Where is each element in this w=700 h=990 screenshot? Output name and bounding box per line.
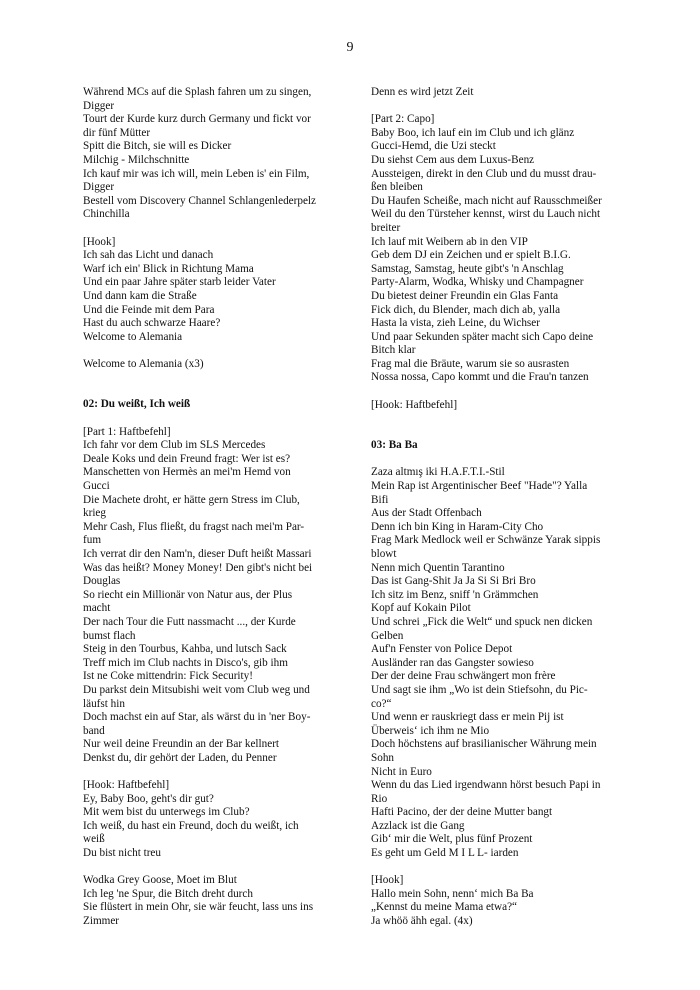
- text-line: Welcome to Alemania: [83, 330, 183, 343]
- text-line: macht: [83, 602, 111, 615]
- text-line: Digger: [83, 181, 115, 194]
- right-column: [371, 86, 633, 929]
- text-line: Fick dich, du Blender, mach dich ab, yalla: [371, 303, 561, 316]
- text-line: Kopf auf Kokain Pilot: [371, 602, 471, 615]
- text-line: Wenn du das Lied irgendwann hörst besuch Papi in: [371, 779, 601, 792]
- text-line: krieg: [83, 507, 106, 520]
- text-line: Was das heißt? Money Money! Den gibt's nicht bei: [83, 561, 313, 574]
- text-line: Baby Boo, ich lauf ein im Club und ich glänz: [371, 126, 575, 139]
- text-line: Ey, Baby Boo, geht's dir gut?: [83, 792, 214, 805]
- text-line: Und schrei „Fick die Welt“ und spuck nen dicken: [371, 615, 593, 628]
- text-line: Steig in den Tourbus, Kahba, und lutsch Sack: [83, 643, 287, 656]
- text-line: Und paar Sekunden später macht sich Capo deine: [371, 330, 594, 343]
- text-line: Und ein paar Jahre später starb leider Vater: [83, 276, 276, 289]
- text-line: bumst flach: [83, 629, 136, 642]
- text-line: band: [83, 724, 105, 737]
- hook-block: [371, 399, 633, 413]
- text-line: Weil du den Türsteher kennst, wirst du Lauch nicht: [371, 208, 601, 221]
- text-line: Nur weil deine Freundin an der Bar kellnert: [83, 738, 280, 751]
- text-line: Mehr Cash, Flus fließt, du fragst nach mei'm Par-: [83, 520, 305, 533]
- text-line: ßen bleiben: [371, 181, 423, 194]
- text-line: Ich sah das Licht und danach: [83, 249, 214, 262]
- text-line: [Part 1: Haftbefehl]: [83, 425, 171, 438]
- left-column: [83, 86, 345, 929]
- verse-block: [371, 113, 633, 385]
- text-line: Digger: [83, 99, 115, 112]
- text-line: Milchig - Milchschnitte: [83, 153, 190, 166]
- text-line: Sie flüstert in mein Ohr, sie wär feucht, lass uns ins: [83, 901, 314, 914]
- text-line: Hallo mein Sohn, nenn‘ mich Ba Ba: [371, 887, 534, 900]
- text-line: läufst hin: [83, 697, 125, 710]
- lyrics-block: [371, 86, 633, 100]
- text-line: Und wenn er rauskriegt dass er mein Pij ist: [371, 711, 564, 724]
- text-line: Ich verrat dir den Nam'n, dieser Duft heißt Massari: [83, 548, 312, 560]
- hook-block: [83, 779, 345, 861]
- text-line: Bestell vom Discovery Channel Schlangenlederpelz: [83, 194, 317, 207]
- text-line: Denn ich bin King in Haram-City Cho: [371, 520, 544, 533]
- text-line: dir fünf Mütter: [83, 126, 151, 139]
- text-line: Und sagt sie ihm „Wo ist dein Stiefsohn, du Pic-: [371, 683, 588, 696]
- text-line: Die Machete droht, er hätte gern Stress im Club,: [83, 493, 300, 506]
- text-line: Nicht in Euro: [371, 765, 432, 778]
- text-line: Ich fahr vor dem Club im SLS Mercedes: [83, 439, 266, 452]
- text-line: Douglas: [83, 575, 121, 588]
- text-line: Geb dem DJ ein Zeichen und er spielt B.I.G.: [371, 249, 571, 262]
- text-line: Rio: [371, 792, 388, 805]
- text-line: Gucci: [83, 480, 110, 493]
- text-line: Ich weiß, du hast ein Freund, doch du weißt, ich: [83, 819, 299, 832]
- text-line: Während MCs auf die Splash fahren um zu singen,: [83, 86, 312, 98]
- text-line: Doch machst ein auf Star, als wärst du in 'ner Boy-: [83, 711, 311, 724]
- text-line: Gib‘ mir die Welt, plus fünf Prozent: [371, 833, 533, 846]
- text-line: Doch höchstens auf brasilianischer Währung mein: [371, 738, 597, 751]
- text-line: Tourt der Kurde kurz durch Germany und fickt vor: [83, 113, 311, 126]
- text-line: Auf'n Fenster von Police Depot: [371, 643, 513, 656]
- text-line: Nossa nossa, Capo kommt und die Frau'n tanzen: [371, 371, 589, 384]
- text-line: breiter: [371, 221, 401, 234]
- text-line: Treff mich im Club nachts in Disco's, gib ihm: [83, 656, 288, 669]
- text-line: Welcome to Alemania (x3): [83, 357, 204, 370]
- text-line: Sohn: [371, 751, 395, 764]
- text-line: Hafti Pacino, der der deine Mutter bangt: [371, 806, 553, 819]
- text-line: [Hook]: [371, 874, 404, 887]
- text-line: Hasta la vista, zieh Leine, du Wichser: [371, 317, 540, 330]
- text-line: Du Haufen Scheiße, mach nicht auf Rausschmeißer: [371, 194, 602, 207]
- text-line: Ich lauf mit Weibern ab in den VIP: [371, 235, 528, 248]
- text-line: [Hook: Haftbefehl]: [83, 779, 170, 792]
- page-number: 9: [346, 40, 354, 55]
- text-line: Mein Rap ist Argentinischer Beef "Hade"? Yalla: [371, 480, 588, 493]
- text-line: Deale Koks und dein Freund fragt: Wer ist es?: [83, 452, 291, 465]
- text-line: Denkst du, dir gehört der Laden, du Penner: [83, 751, 277, 764]
- text-line: Es geht um Geld M I L L- iarden: [371, 847, 519, 860]
- text-line: Das ist Gang-Shit Ja Ja Si Si Bri Bro: [371, 575, 536, 588]
- text-line: Der nach Tour die Futt nassmacht ..., der Kurde: [83, 615, 296, 628]
- song-heading: 02: Du weißt, Ich weiß: [83, 398, 191, 411]
- text-line: Ich sitz im Benz, sniff 'n Grämmchen: [371, 588, 539, 601]
- text-line: [Part 2: Capo]: [371, 113, 435, 126]
- lyrics-block: [83, 358, 345, 372]
- text-line: Der der deine Frau schwängert mon frère: [371, 670, 556, 683]
- text-line: Und dann kam die Straße: [83, 289, 197, 302]
- text-line: Du bietest deiner Freundin ein Glas Fanta: [371, 289, 559, 302]
- text-line: Bifi: [371, 493, 389, 506]
- lyrics-block: [83, 86, 345, 222]
- text-line: Überweis‘ ich ihm ne Mio: [371, 724, 490, 737]
- text-line: Zaza altmış iki H.A.F.T.I.-Stil: [371, 466, 505, 479]
- text-line: Azzlack ist die Gang: [371, 819, 465, 832]
- lyrics-block: [83, 874, 345, 928]
- text-line: Denn es wird jetzt Zeit: [371, 86, 474, 98]
- text-line: So riecht ein Millionär von Natur aus, der Plus: [83, 588, 293, 601]
- text-line: Warf ich ein' Blick in Richtung Mama: [83, 262, 254, 275]
- text-line: „Kennst du meine Mama etwa?“: [371, 901, 518, 914]
- text-line: Und die Feinde mit dem Para: [83, 303, 215, 316]
- text-line: Ja whöö ähh egal. (4x): [371, 915, 473, 928]
- text-line: Nenn mich Quentin Tarantino: [371, 561, 505, 574]
- text-line: Chinchilla: [83, 208, 130, 221]
- text-line: Ich leg 'ne Spur, die Bitch dreht durch: [83, 887, 253, 900]
- text-line: Du siehst Cem aus dem Luxus-Benz: [371, 153, 535, 166]
- text-line: [Hook: Haftbefehl]: [371, 398, 458, 411]
- text-line: Party-Alarm, Wodka, Whisky und Champagner: [371, 276, 584, 289]
- song-heading: 03: Ba Ba: [371, 439, 418, 452]
- text-line: Aus der Stadt Offenbach: [371, 507, 482, 520]
- text-line: Frag mal die Bräute, warum sie so ausrasten: [371, 357, 570, 370]
- text-line: co?“: [371, 697, 392, 710]
- text-line: Aussteigen, direkt in den Club und du musst drau-: [371, 167, 597, 180]
- text-line: Ist ne Coke mittendrin: Fick Security!: [83, 670, 253, 683]
- text-line: Hast du auch schwarze Haare?: [83, 317, 221, 330]
- verse-block: [371, 466, 633, 860]
- text-line: weiß: [83, 833, 105, 846]
- text-line: Bitch klar: [371, 344, 416, 357]
- text-line: Gelben: [371, 629, 404, 642]
- text-line: Ich kauf mir was ich will, mein Leben is' ein Film,: [83, 167, 310, 180]
- hook-block: [371, 874, 633, 928]
- text-line: Ausländer ran das Gangster sowieso: [371, 656, 534, 669]
- text-line: Du bist nicht treu: [83, 847, 161, 860]
- text-line: Manschetten von Hermès an mei'm Hemd von: [83, 466, 291, 479]
- verse-block: [83, 426, 345, 766]
- hook-block: [83, 236, 345, 345]
- text-line: Spitt die Bitch, sie will es Dicker: [83, 140, 232, 153]
- text-line: Gucci-Hemd, die Uzi steckt: [371, 140, 496, 153]
- text-line: fum: [83, 534, 102, 547]
- text-line: [Hook]: [83, 235, 116, 248]
- text-line: Mit wem bist du unterwegs im Club?: [83, 806, 250, 819]
- text-line: Frag Mark Medlock weil er Schwänze Yarak sippis: [371, 534, 601, 547]
- text-line: Samstag, Samstag, heute gibt's 'n Anschlag: [371, 262, 564, 275]
- text-line: Du parkst dein Mitsubishi weit vom Club weg und: [83, 683, 310, 696]
- text-line: Zimmer: [83, 915, 120, 928]
- text-line: Wodka Grey Goose, Moet im Blut: [83, 874, 237, 887]
- text-line: blowt: [371, 548, 397, 560]
